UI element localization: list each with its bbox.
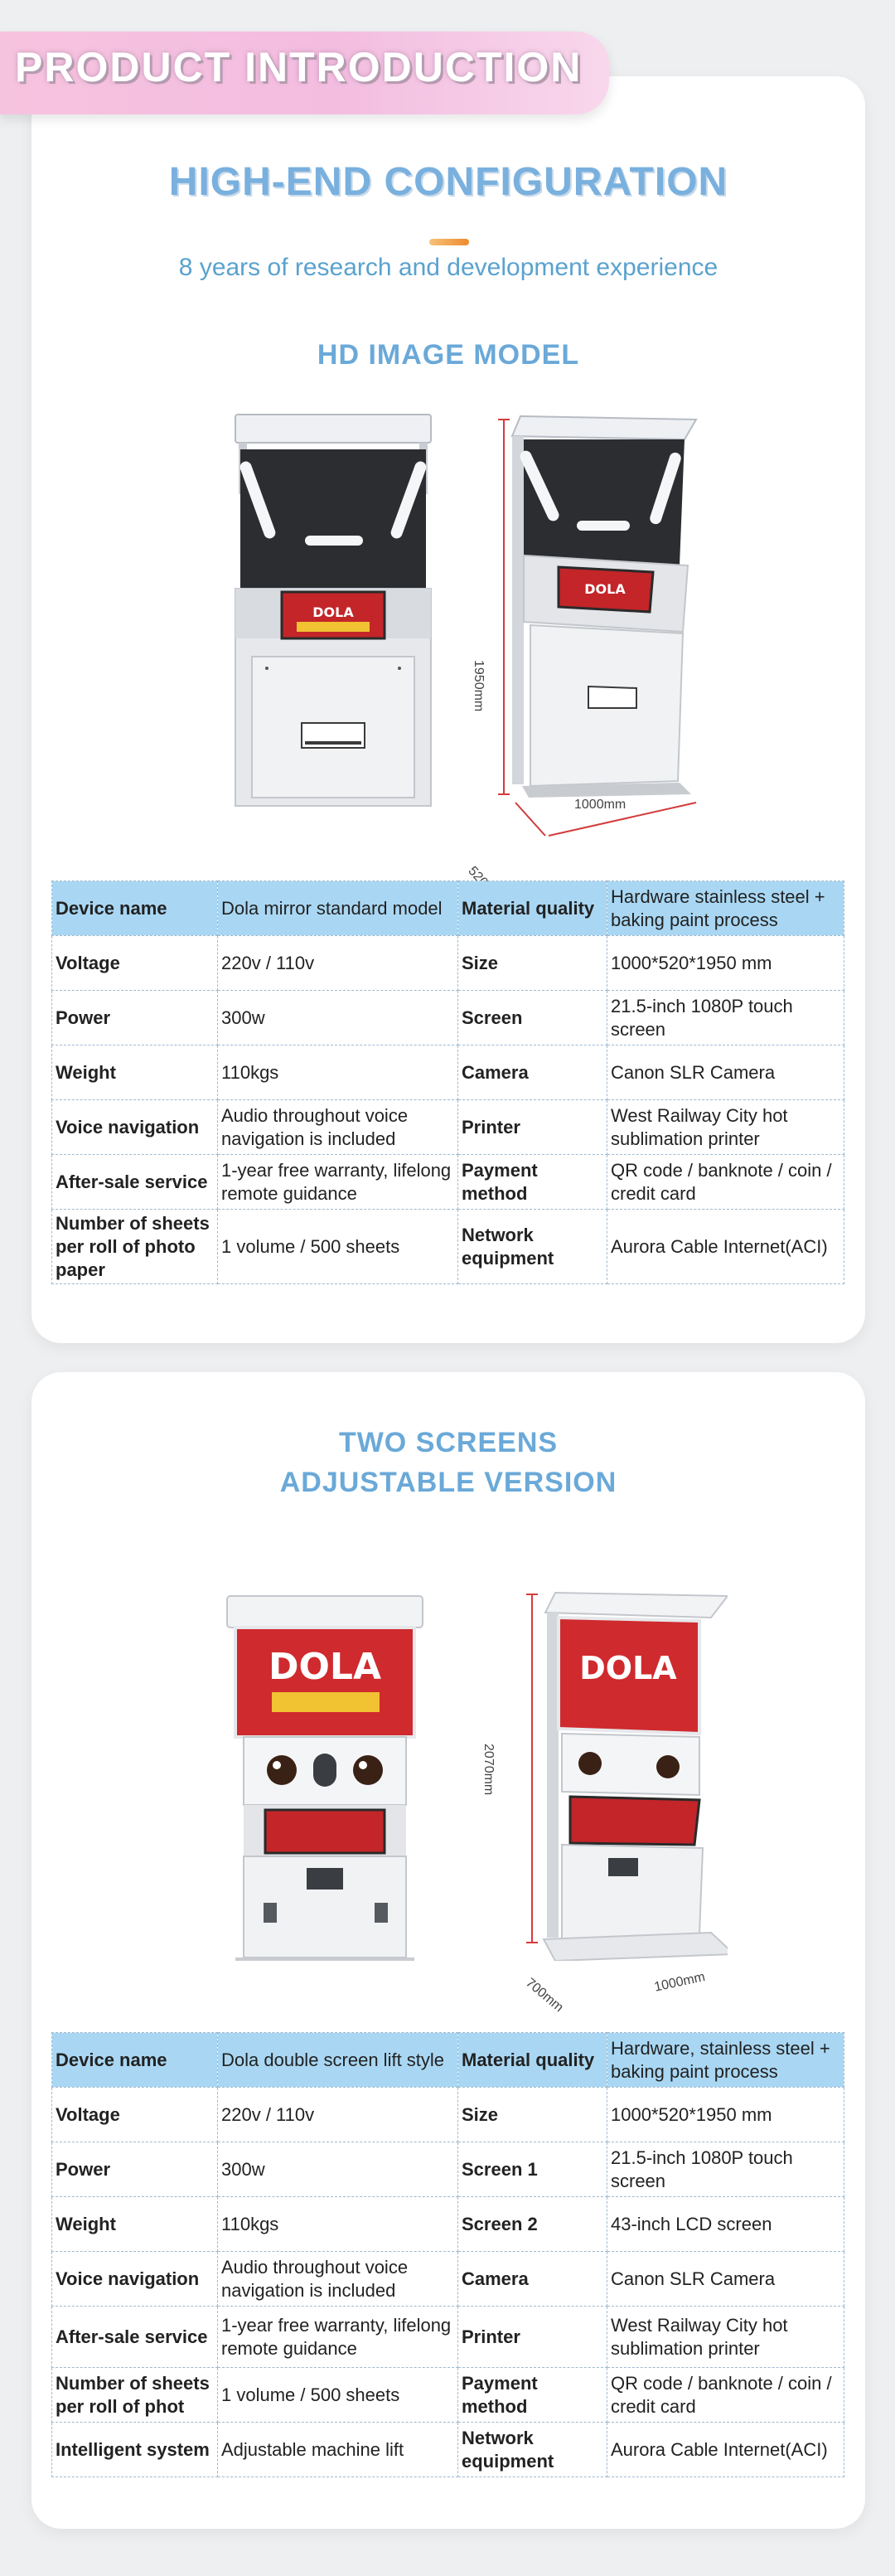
spec-value: 21.5-inch 1080P touch screen [607, 2142, 844, 2197]
spec-value: 1 volume / 500 sheets [218, 2368, 458, 2423]
spec-value: 110kgs [218, 1045, 458, 1100]
spec-row [52, 1210, 844, 1284]
spec-value: Hardware, stainless steel + baking paint process [607, 2033, 844, 2088]
spec-label: Printer [458, 2307, 607, 2368]
width-dimension: 1000mm [574, 798, 626, 812]
spec-row [52, 2197, 844, 2252]
spec-label: Screen [458, 991, 607, 1045]
spec-row [52, 2423, 844, 2477]
spec-value: Adjustable machine lift [218, 2423, 458, 2477]
side-top-screen-logo: DOLA [579, 1650, 677, 1686]
spec-value: Dola mirror standard model [218, 881, 458, 936]
two-screen-model-images [214, 1571, 728, 1961]
spec-label: Camera [458, 2252, 607, 2307]
spec-label: Network equipment [458, 2423, 607, 2477]
spec-label: Weight [52, 1045, 218, 1100]
config-subline: 8 years of research and development experience [178, 254, 718, 281]
spec-row [52, 2368, 844, 2423]
spec-row [52, 1155, 844, 1210]
spec-row [52, 991, 844, 1045]
model-title: HD IMAGE MODEL [317, 339, 580, 371]
spec-row [52, 1100, 844, 1155]
spec-value: Canon SLR Camera [607, 2252, 844, 2307]
spec-header-row [52, 881, 844, 936]
front-double-screen-machine [227, 1596, 423, 1961]
side-view-machine [512, 416, 696, 798]
spec-label: Size [458, 2088, 607, 2142]
spec-value: 1-year free warranty, lifelong remote guidance [218, 1155, 458, 1210]
spec-value: West Railway City hot sublimation printer [607, 2307, 844, 2368]
spec-value: 1-year free warranty, lifelong remote guidance [218, 2307, 458, 2368]
height-dimension: 1950mm [472, 660, 486, 712]
spec-value: 300w [218, 2142, 458, 2197]
spec-label: Screen 2 [458, 2197, 607, 2252]
spec-label: Number of sheets per roll of phot [52, 2368, 218, 2423]
spec-label: Screen 1 [458, 2142, 607, 2197]
banner-title: PRODUCT INTRODUCTION [15, 44, 583, 90]
spec-label: Weight [52, 2197, 218, 2252]
spec-header-row [52, 2033, 844, 2088]
double-screen-dimension-lines [526, 1594, 538, 1943]
spec-value: Canon SLR Camera [607, 1045, 844, 1100]
spec-label: Intelligent system [52, 2423, 218, 2477]
spec-value: 43-inch LCD screen [607, 2197, 844, 2252]
depth-dimension-2: 700mm [523, 1976, 566, 2016]
two-screen-model-card [31, 1372, 865, 2529]
spec-label: Device name [52, 881, 218, 936]
spec-label: Voice navigation [52, 2252, 218, 2307]
spec-row [52, 2142, 844, 2197]
spec-value: Audio throughout voice navigation is included [218, 1100, 458, 1155]
spec-label: Number of sheets per roll of photo paper [52, 1210, 218, 1284]
side-double-screen-machine [544, 1593, 728, 1961]
spec-label: Voltage [52, 2088, 218, 2142]
width-dimension-2: 1000mm [653, 1970, 707, 1995]
spec-value: 1000*520*1950 mm [607, 936, 844, 991]
spec-row [52, 936, 844, 991]
spec-label: Size [458, 936, 607, 991]
spec-value: West Railway City hot sublimation printer [607, 1100, 844, 1155]
standard-model-images [181, 408, 736, 914]
spec-label: After-sale service [52, 1155, 218, 1210]
spec-label: Device name [52, 2033, 218, 2088]
spec-value: Audio throughout voice navigation is included [218, 2252, 458, 2307]
spec-label: Material quality [458, 881, 607, 936]
standard-model-spec-table [51, 880, 844, 1284]
front-screen-logo: DOLA [312, 604, 354, 620]
spec-value: 220v / 110v [218, 2088, 458, 2142]
spec-label: Printer [458, 1100, 607, 1155]
spec-label: Camera [458, 1045, 607, 1100]
spec-value: Aurora Cable Internet(ACI) [607, 1210, 844, 1284]
spec-label: Voice navigation [52, 1100, 218, 1155]
top-screen-logo: DOLA [268, 1646, 382, 1688]
height-dimension-2: 2070mm [481, 1744, 496, 1796]
spec-label: Material quality [458, 2033, 607, 2088]
spec-row [52, 2307, 844, 2368]
spec-value: QR code / banknote / coin / credit card [607, 2368, 844, 2423]
model-title-line2: ADJUSTABLE VERSION [279, 1467, 617, 1498]
front-view-machine [235, 415, 431, 806]
side-screen-logo: DOLA [584, 581, 626, 597]
spec-label: Power [52, 991, 218, 1045]
spec-label: Payment method [458, 1155, 607, 1210]
spec-label: After-sale service [52, 2307, 218, 2368]
spec-row [52, 2252, 844, 2307]
spec-value: Aurora Cable Internet(ACI) [607, 2423, 844, 2477]
spec-label: Payment method [458, 2368, 607, 2423]
config-headline: HIGH-END CONFIGURATION [168, 160, 728, 204]
model-title-line1: TWO SCREENS [338, 1427, 559, 1458]
spec-value: QR code / banknote / coin / credit card [607, 1155, 844, 1210]
spec-label: Power [52, 2142, 218, 2197]
spec-value: 220v / 110v [218, 936, 458, 991]
section-banner [0, 32, 609, 114]
spec-row [52, 2088, 844, 2142]
spec-value: 21.5-inch 1080P touch screen [607, 991, 844, 1045]
spec-value: Hardware stainless steel + baking paint process [607, 881, 844, 936]
spec-row [52, 1045, 844, 1100]
spec-label: Network equipment [458, 1210, 607, 1284]
spec-value: 1 volume / 500 sheets [218, 1210, 458, 1284]
spec-value: 300w [218, 991, 458, 1045]
standard-model-card [31, 76, 865, 1343]
spec-value: 110kgs [218, 2197, 458, 2252]
spec-value: 1000*520*1950 mm [607, 2088, 844, 2142]
accent-divider [429, 239, 469, 245]
spec-value: Dola double screen lift style [218, 2033, 458, 2088]
two-screen-spec-table [51, 2032, 844, 2477]
spec-label: Voltage [52, 936, 218, 991]
